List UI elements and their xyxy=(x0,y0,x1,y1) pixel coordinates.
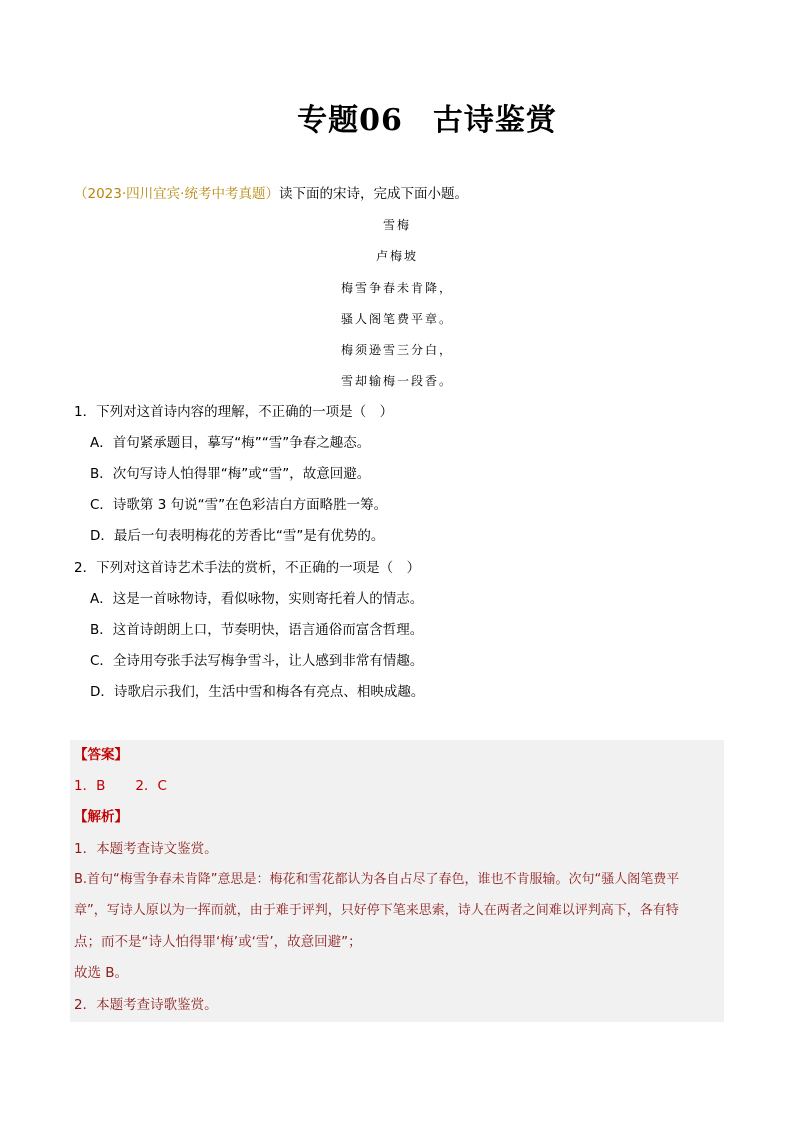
title-topic: 古诗鉴赏 xyxy=(432,103,557,138)
question-option: A．首句紧承题目，摹写“梅”“雪”争春之趣态。 xyxy=(90,435,371,451)
question-option: C．全诗用夸张手法写梅争雪斗，让人感到非常有情趣。 xyxy=(90,653,424,669)
question-option: A．这是一首咏物诗，看似咏物，实则寄托着人的情志。 xyxy=(90,591,424,607)
answer-label: 【答案】 xyxy=(74,747,128,763)
title-number: 专题06 xyxy=(297,103,403,138)
question-option: B．次句写诗人怕得罪“梅”或“雪”，故意回避。 xyxy=(90,466,371,482)
question-intro xyxy=(74,184,468,204)
analysis-line: 2．本题考查诗歌鉴赏。 xyxy=(74,997,218,1013)
analysis-line: 1．本题考查诗文鉴赏。 xyxy=(74,841,218,857)
question-option: D．诗歌启示我们，生活中雪和梅各有亮点、相映成趣。 xyxy=(90,684,425,700)
poem-title: 雪梅 xyxy=(382,218,411,232)
question-option: C．诗歌第 3 句说“雪”在色彩洁白方面略胜一筹。 xyxy=(90,497,388,513)
question-stem: 1．下列对这首诗内容的理解，不正确的一项是（ ） xyxy=(74,404,394,420)
analysis-line: 章”，写诗人原以为一挥而就，由于难于评判，只好停下笔来思索，诗人在两者之间难以评判高下，各有特 xyxy=(74,903,679,918)
answer-value: 2．C xyxy=(135,778,167,794)
question-source: （2023·四川宜宾·统考中考真题） xyxy=(74,186,279,202)
analysis-line: 故选 B。 xyxy=(74,965,129,981)
poem-author: 卢梅坡 xyxy=(375,249,418,263)
analysis-line: 点；而不是“诗人怕得罪‘梅’或‘雪’，故意回避”； xyxy=(74,934,362,950)
analysis-label: 【解析】 xyxy=(74,809,128,825)
question-option: D．最后一句表明梅花的芳香比“雪”是有优势的。 xyxy=(90,528,385,544)
question-stem: 2．下列对这首诗艺术手法的赏析，不正确的一项是（ ） xyxy=(74,560,421,576)
intro-text: 读下面的宋诗，完成下面小题。 xyxy=(278,186,468,202)
page-title xyxy=(0,95,794,139)
answer-value: 1．B xyxy=(74,778,106,794)
poem-line: 骚人阁笔费平章。 xyxy=(340,312,453,326)
poem-line: 梅须逊雪三分白， xyxy=(340,343,453,357)
answer-values xyxy=(74,776,167,796)
analysis-line: B.首句“梅雪争春未肯降”意思是：梅花和雪花都认为各自占尽了春色，谁也不肯服输。次句“骚人阁笔费平 xyxy=(74,872,680,887)
question-option: B．这首诗朗朗上口，节奏明快，语言通俗而富含哲理。 xyxy=(90,622,424,638)
poem-line: 梅雪争春未肯降， xyxy=(340,281,453,295)
poem-line: 雪却输梅一段香。 xyxy=(340,374,453,388)
